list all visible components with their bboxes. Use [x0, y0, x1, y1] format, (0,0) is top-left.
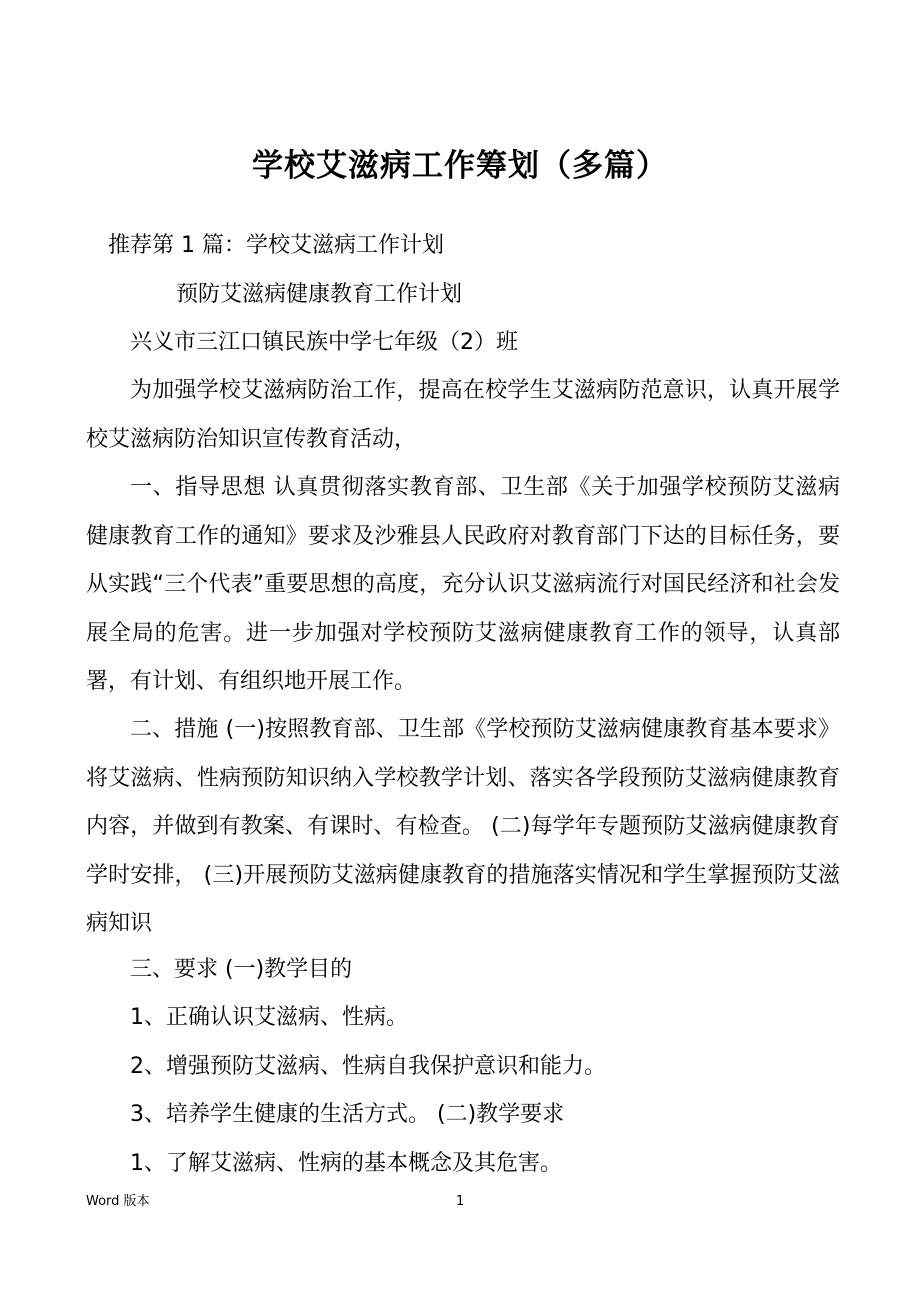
footer-version-label: Word 版本 [86, 1194, 150, 1209]
recommend-heading: 推荐第 1 篇：学校艾滋病工作计划 [108, 233, 444, 258]
sub-title: 预防艾滋病健康教育工作计划 [176, 282, 463, 307]
document-title: 学校艾滋病工作筹划（多篇） [252, 148, 668, 184]
list-item: 1、了解艾滋病、性病的基本概念及其危害。 [130, 1151, 562, 1176]
footer-page-number: 1 [456, 1194, 465, 1209]
school-line: 兴义市三江口镇民族中学七年级（2）班 [130, 330, 518, 355]
section-requirements-line: 三、要求 (一)教学目的 [130, 957, 353, 982]
list-item: 2、增强预防艾滋病、性病自我保护意识和能力。 [130, 1054, 606, 1079]
list-item: 1、正确认识艾滋病、性病。 [130, 1005, 408, 1030]
list-item: 3、培养学生健康的生活方式。 (二)教学要求 [130, 1102, 565, 1127]
paragraph-measures: 二、措施 (一)按照教育部、卫生部《学校预防艾滋病健康教育基本要求》将艾滋病、性病预防知识纳入学校教学计划、落实各学段预防艾滋病健康教育内容，并做到有教案、有课时、有检查。 (二)每学年专题预防艾滋病健康教育学时安排， (三)开展预防艾滋病健康教育的措施落实情况和学生掌握预防艾滋病知识 [86, 717, 840, 937]
paragraph-intro: 为加强学校艾滋病防治工作，提高在校学生艾滋病防范意识，认真开展学校艾滋病防治知识宣传教育活动， [86, 378, 840, 452]
paragraph-guiding-idea: 一、指导思想 认真贯彻落实教育部、卫生部《关于加强学校预防艾滋病健康教育工作的通知》要求及沙雅县人民政府对教育部门下达的目标任务，要从实践“三个代表”重要思想的高度，充分认识艾滋病流行对国民经济和社会发展全局的危害。进一步加强对学校预防艾滋病健康教育工作的领导，认真部署，有计划、有组织地开展工作。 [86, 475, 840, 695]
